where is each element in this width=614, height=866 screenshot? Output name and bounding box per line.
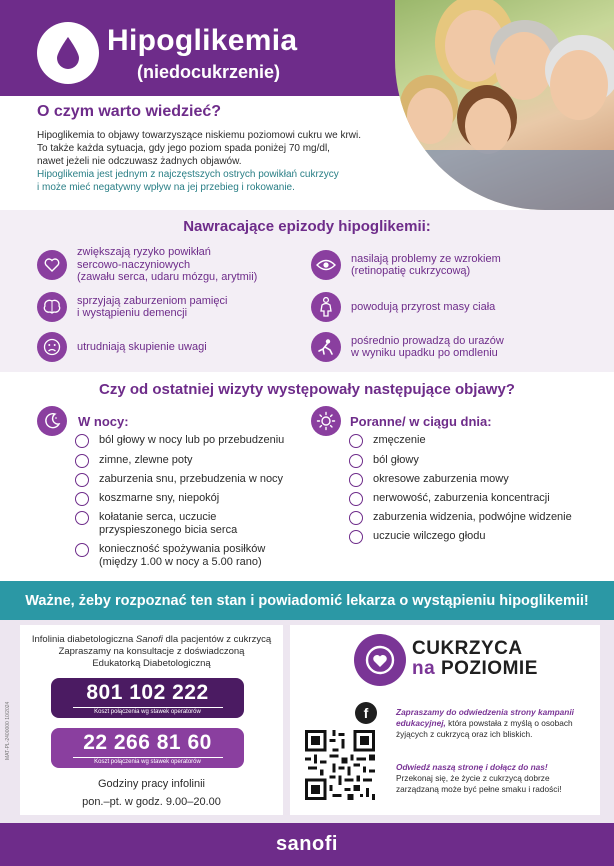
checkbox-label: kołatanie serca, uczucie <box>99 511 217 523</box>
campaign-invite-highlight: Zapraszamy do odwiedzenia strony kampanii edukacyjnej, <box>396 707 574 728</box>
intro-text <box>37 129 397 194</box>
checkbox-label: konieczność spożywania posiłków <box>99 543 266 555</box>
infoline-text: Edukatorką Diabetologiczną <box>92 658 211 669</box>
risk-line: nasilają problemy ze wzrokiem <box>351 252 501 265</box>
hours-title: Godziny pracy infolinii <box>98 778 205 790</box>
campaign-logo-text: CUKRZYCA <box>412 638 523 659</box>
document-code: MAT-PL-2400000 10/2024 <box>5 701 11 760</box>
phone-number: 22 266 81 60 <box>83 731 212 754</box>
phone-cost-note: Koszt połączenia wg stawek operatorów <box>73 757 223 765</box>
checkbox-label: uczucie wilczego głodu <box>373 530 486 542</box>
checkbox-label: koszmarne sny, niepokój <box>99 492 220 504</box>
infoline-text-part: Infolinia diabetologiczna <box>31 634 136 645</box>
checkbox[interactable] <box>349 473 363 487</box>
checkbox[interactable] <box>349 434 363 448</box>
moon-icon <box>37 406 67 436</box>
night-title: W nocy: <box>78 414 129 429</box>
risk-line: sercowo-naczyniowych <box>77 258 191 271</box>
drop-icon <box>37 22 99 84</box>
sanofi-logo: sanofi <box>276 833 338 855</box>
checkbox[interactable] <box>349 492 363 506</box>
day-checkbox-item[interactable] <box>349 511 572 525</box>
campaign-join-highlight: Odwiedź naszą stronę i dołącz do nas! <box>396 762 548 772</box>
recurring-episodes-section <box>0 210 614 372</box>
day-checkbox-item[interactable] <box>349 473 509 487</box>
campaign-logo-line2: POZIOMIE <box>440 658 538 679</box>
risk-line: utrudniają skupienie uwagi <box>77 340 207 353</box>
heart-icon <box>37 250 67 280</box>
infoline-text: Zapraszamy na konsultacje z doświadczoną <box>58 646 245 657</box>
risk-item <box>311 250 501 280</box>
risk-line: (retinopatię cukrzycową) <box>351 265 471 277</box>
campaign-invite <box>396 707 592 740</box>
fall-icon <box>311 332 341 362</box>
phone-cost-note: Koszt połączenia wg stawek operatorów <box>73 707 223 715</box>
infoline-text <box>20 634 283 646</box>
risk-line: zwiększają ryzyko powikłań <box>77 246 211 258</box>
campaign-heart-logo <box>354 634 406 686</box>
risk-line: i wystąpieniu demencji <box>77 307 188 319</box>
eye-icon <box>311 250 341 280</box>
checkbox-label: okresowe zaburzenia mowy <box>373 473 509 485</box>
checkbox[interactable] <box>349 454 363 468</box>
risk-item <box>311 292 495 322</box>
risk-line: sprzyjają zaburzeniom pamięci <box>77 294 228 307</box>
sad-face-icon <box>37 332 67 362</box>
intro-teal-line: i może mieć negatywny wpływ na jej przebieg i rokowanie. <box>37 182 295 193</box>
recurring-heading: Nawracające epizody hipoglikemii: <box>183 218 431 235</box>
sun-icon <box>311 406 341 436</box>
infoline-text-part: dla pacjentów z cukrzycą <box>162 634 272 645</box>
night-checkbox-item[interactable] <box>75 473 283 487</box>
checkbox[interactable] <box>75 473 89 487</box>
risk-item <box>37 292 227 322</box>
campaign-join <box>396 762 592 795</box>
campaign-join-text: Przekonaj się, że życie z cukrzycą dobrze zarządzaną może być pełne smaku i radości! <box>396 773 562 794</box>
checkbox-label: zimne, zlewne poty <box>99 454 193 466</box>
night-checkbox-item[interactable] <box>75 511 237 537</box>
symptoms-heading: Czy od ostatniej wizyty występowały następujące objawy? <box>99 381 515 398</box>
night-checkbox-item[interactable] <box>75 454 193 468</box>
risk-item <box>37 332 207 362</box>
phone-number: 801 102 222 <box>86 681 209 704</box>
page-subtitle: (niedocukrzenie) <box>137 62 281 82</box>
checkbox-label: zaburzenia widzenia, podwójne widzenie <box>373 511 572 523</box>
checkbox[interactable] <box>75 492 89 506</box>
header <box>0 0 614 210</box>
intro-teal-line: Hipoglikemia jest jednym z najczęstszych ostrych powikłań cukrzycy <box>37 169 339 180</box>
risk-item <box>37 246 257 284</box>
checkbox[interactable] <box>349 511 363 525</box>
checkbox[interactable] <box>75 543 89 557</box>
campaign-logo-na: na <box>412 658 436 679</box>
checkbox[interactable] <box>349 530 363 544</box>
risk-line: (zawału serca, udaru mózgu, arytmii) <box>77 271 258 283</box>
checkbox[interactable] <box>75 511 89 525</box>
day-checkbox-item[interactable] <box>349 454 419 468</box>
risk-item <box>311 332 504 362</box>
infoline-brand: Sanofi <box>135 634 163 645</box>
brain-icon <box>37 292 67 322</box>
intro-heading: O czym warto wiedzieć? <box>37 103 222 120</box>
family-photo <box>395 0 614 210</box>
checkbox-label: ból głowy w nocy lub po przebudzeniu <box>99 434 285 446</box>
warning-banner: Ważne, żeby rozpoznać ten stan i powiadomić lekarza o wystąpieniu hipoglikemii! <box>0 581 614 620</box>
day-checkbox-item[interactable] <box>349 530 486 544</box>
checkbox-label: przyspieszonego bicia serca <box>99 524 238 536</box>
checkbox-label: zmęczenie <box>373 434 426 446</box>
day-title: Poranne/ w ciągu dnia: <box>350 414 492 429</box>
checkbox-label: zaburzenia snu, przebudzenia w nocy <box>99 473 284 485</box>
intro-line: Hipoglikemia to objawy towarzyszące niskiemu poziomowi cukru we krwi. <box>37 130 362 141</box>
phone-number-button[interactable] <box>51 728 244 768</box>
checkbox-label: nerwowość, zaburzenia koncentracji <box>373 492 550 504</box>
risk-line: w wyniku upadku po omdleniu <box>351 347 498 359</box>
day-checkbox-item[interactable] <box>349 434 426 448</box>
intro-line: nawet jeżeli nie odczuwasz żadnych objawów. <box>37 156 242 167</box>
risk-line: powodują przyrost masy ciała <box>351 300 496 313</box>
checkbox-label: ból głowy <box>373 454 419 466</box>
risk-line: pośrednio prowadzą do urazów <box>351 334 504 347</box>
campaign-logo-text <box>412 658 538 680</box>
hours-value: pon.–pt. w godz. 9.00–20.00 <box>82 796 221 808</box>
facebook-icon[interactable]: f <box>355 702 377 724</box>
night-checkbox-item[interactable] <box>75 492 219 506</box>
qr-code[interactable] <box>302 727 378 803</box>
intro-line: To także każda sytuacja, gdy jego poziom spada poniżej 70 mg/dl, <box>37 143 330 154</box>
checkbox[interactable] <box>75 454 89 468</box>
phone-number-button[interactable] <box>51 678 244 718</box>
page-title: Hipoglikemia <box>107 24 298 57</box>
night-checkbox-item[interactable] <box>75 434 284 448</box>
campaign-invite-text: która powstała z myślą o osobach żyjących z cukrzycą oraz ich bliskich. <box>396 718 573 739</box>
day-checkbox-item[interactable] <box>349 492 550 506</box>
body-icon <box>311 292 341 322</box>
night-checkbox-item[interactable] <box>75 543 265 569</box>
checkbox-label: (między 1.00 w nocy a 5.00 rano) <box>99 556 262 568</box>
checkbox[interactable] <box>75 434 89 448</box>
footer <box>0 823 614 866</box>
